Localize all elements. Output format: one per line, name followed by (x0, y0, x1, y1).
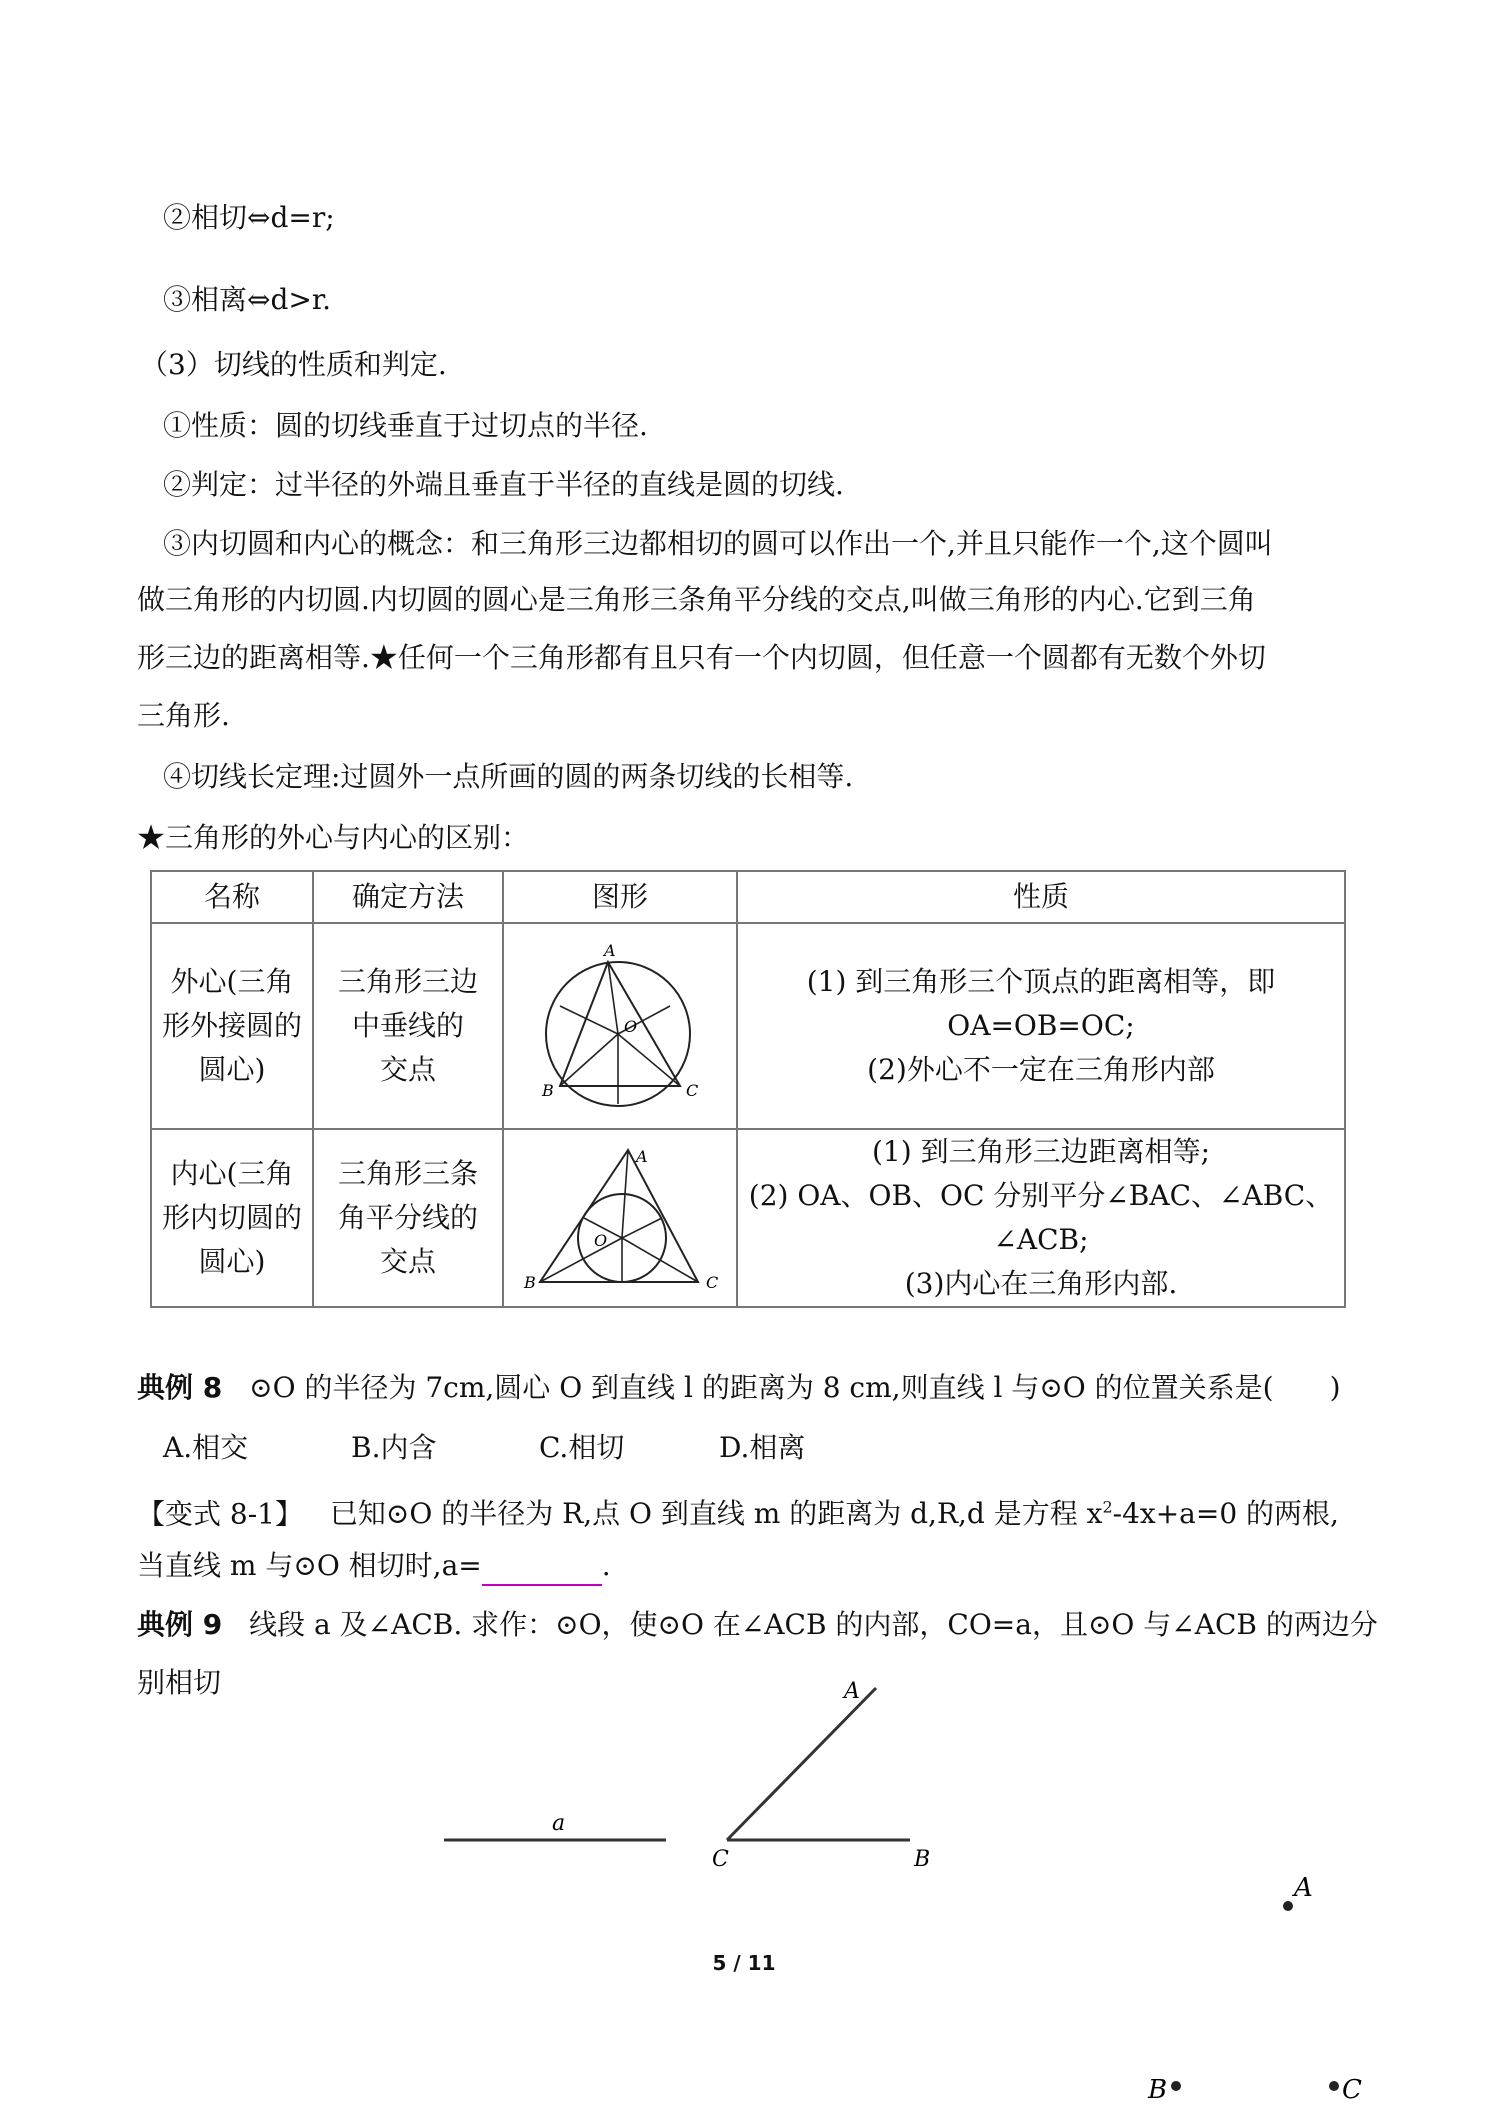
row-properties-cell: (1) 到三角形三边距离相等; (2) OA、OB、OC 分别平分∠BAC、∠ABC、∠ACB; (3)内心在三角形内部. (737, 1129, 1345, 1307)
example-text: ⊙O 的半径为 7cm,圆心 O 到直线 l 的距离为 8 cm,则直线 l 与⊙O 的位置关系是( ) (249, 1371, 1341, 1404)
example-8-options (163, 1428, 805, 1468)
text-line: ④切线长定理:过圆外一点所画的圆的两条切线的长相等. (163, 760, 854, 793)
svg-text:C: C (712, 1847, 729, 1872)
incenter-figure-cell (503, 1129, 737, 1307)
text-line: 做三角形的内切圆.内切圆的圆心是三角形三条角平分线的交点,叫做三角形的内心.它到三角 (137, 583, 1256, 616)
table-header-row (151, 871, 1345, 923)
header-name: 名称 (151, 871, 313, 923)
text-line: 形三边的距离相等.★任何一个三角形都有且只有一个内切圆，但任意一个圆都有无数个外切 (137, 641, 1266, 674)
variant-8-1 (137, 1488, 1339, 1534)
header-method: 确定方法 (313, 871, 503, 923)
option-b: B.内含 (351, 1431, 437, 1464)
section-heading: （3）切线的性质和判定. (140, 348, 447, 381)
text-line: ①性质：圆的切线垂直于过切点的半径. (163, 409, 648, 442)
example-text: 线段 a 及∠ACB. 求作：⊙O，使⊙O 在∠ACB 的内部，CO=a，且⊙O 与∠ACB 的两边分 (249, 1608, 1378, 1641)
svg-text:O: O (594, 1231, 608, 1250)
text-line: 三角形. (137, 699, 230, 732)
variant-8-1-line2: 当直线 m 与⊙O 相切时,a= . (137, 1546, 611, 1586)
svg-text:O: O (624, 1017, 638, 1036)
svg-text:B: B (1148, 2075, 1168, 2100)
table-row (151, 923, 1345, 1129)
incenter-figure (510, 1138, 730, 1298)
comparison-table (150, 870, 1346, 1308)
answer-blank (482, 1554, 602, 1586)
header-properties: 性质 (737, 871, 1345, 923)
table-caption: ★三角形的外心与内心的区别： (137, 821, 530, 854)
svg-text:B: B (542, 1081, 554, 1100)
svg-text:B: B (914, 1847, 931, 1872)
example-9-line2: 别相切 (137, 1666, 222, 1699)
text-line: ②相切⇔d=r; (163, 201, 335, 234)
option-d: D.相离 (719, 1431, 806, 1464)
page-number: 5 / 11 (712, 1951, 776, 1975)
svg-text:A: A (844, 1680, 860, 1704)
svg-text:A: A (604, 941, 616, 960)
row-method-cell: 三角形三边 中垂线的 交点 (313, 923, 503, 1129)
svg-text:C: C (706, 1273, 719, 1292)
variant-label: 【变式 8-1】 (137, 1497, 303, 1531)
svg-text:A: A (1294, 1873, 1313, 1903)
example-9 (137, 1605, 1378, 1645)
points-figure (1130, 1860, 1450, 2100)
example-8 (137, 1368, 1341, 1408)
circumcenter-figure-cell (503, 923, 737, 1129)
circumcenter-figure (520, 936, 720, 1116)
text-line: ③相离⇔d>r. (163, 283, 332, 316)
row-name-cell: 外心(三角 形外接圆的 圆心) (151, 923, 313, 1129)
example-title: 典例 9 (137, 1608, 223, 1641)
example-title: 典例 8 (137, 1371, 223, 1404)
option-a: A.相交 (163, 1431, 249, 1464)
svg-text:a: a (552, 1811, 566, 1836)
text-line: ②判定：过半径的外端且垂直于半径的直线是圆的切线. (163, 468, 844, 501)
svg-text:C: C (1342, 2075, 1362, 2100)
svg-text:B: B (524, 1273, 536, 1292)
variant-text: 已知⊙O 的半径为 R,点 O 到直线 m 的距离为 d,R,d 是方程 $x^2-4x+a=0$ 的两根, (329, 1497, 1339, 1531)
option-c: C.相切 (539, 1431, 625, 1464)
text-line: ③内切圆和内心的概念：和三角形三边都相切的圆可以作出一个,并且只能作一个,这个圆叫 (163, 527, 1273, 560)
row-properties-cell: (1) 到三角形三个顶点的距离相等，即 OA=OB=OC; (2)外心不一定在三角形内部 (737, 923, 1345, 1129)
table-row (151, 1129, 1345, 1307)
svg-text:C: C (686, 1081, 699, 1100)
row-name-cell: 内心(三角 形内切圆的 圆心) (151, 1129, 313, 1307)
segment-angle-figure (440, 1680, 1000, 1880)
header-figure: 图形 (503, 871, 737, 923)
row-method-cell: 三角形三条 角平分线的 交点 (313, 1129, 503, 1307)
svg-text:A: A (636, 1147, 648, 1166)
